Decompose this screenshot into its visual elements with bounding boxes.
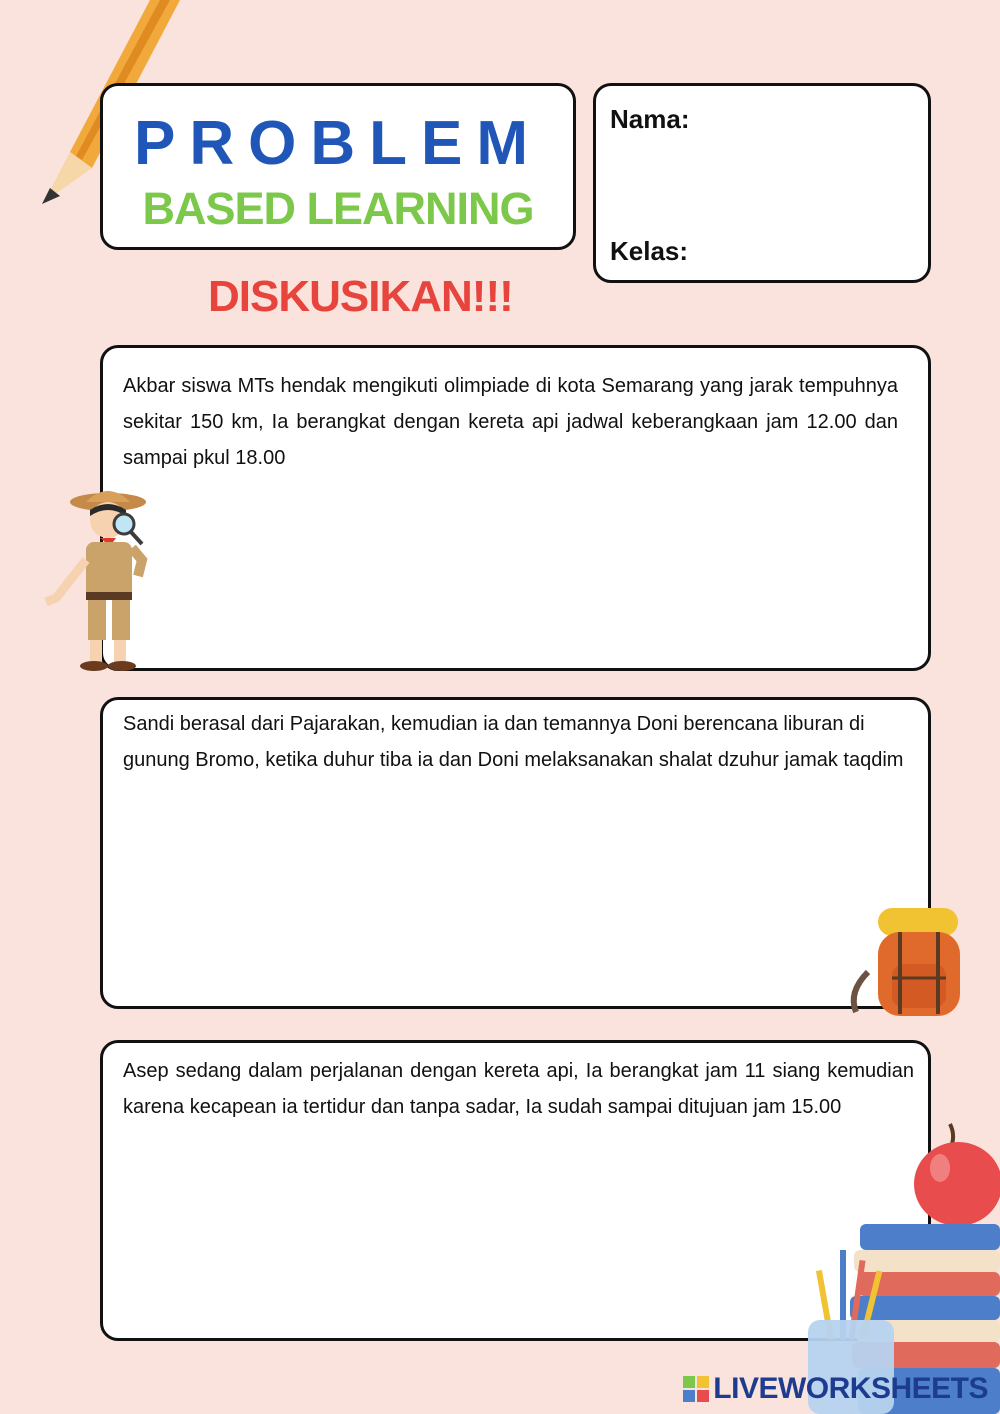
problem-card-2[interactable] <box>100 697 931 1009</box>
title-problem: PROBLEM <box>134 109 542 178</box>
explorer-child-illustration <box>38 480 158 680</box>
discuss-heading: DISKUSIKAN!!! <box>208 272 513 321</box>
problem-card-1[interactable] <box>100 345 931 671</box>
problem-text-1: Akbar siswa MTs hendak mengikuti olimpiade di kota Semarang yang jarak tempuhnya sekitar 150 km, Ia berangkat dengan kereta api jadwal keberangkaan jam 12.00 dan sampai pkul 18.00 <box>123 375 898 469</box>
student-info-card[interactable] <box>593 83 931 283</box>
class-field-label: Kelas: <box>610 236 689 266</box>
liveworksheets-watermark <box>683 1372 988 1406</box>
problem-text-3: Asep sedang dalam perjalanan dengan kereta api, Ia berangkat jam 11 siang kemudian karena kecapean ia tertidur dan tanpa sadar, Ia sudah sampai ditujuan jam 15.00 <box>123 1060 914 1118</box>
problem-text-2: Sandi berasal dari Pajarakan, kemudian ia dan temannya Doni berencana liburan di gunung Bromo, ketika duhur tiba ia dan Doni melaksanakan shalat dzuhur jamak taqdim <box>123 713 904 771</box>
title-based-learning: BASED LEARNING <box>142 183 534 234</box>
watermark-text: LIVEWORKSHEETS <box>713 1372 988 1405</box>
title-card <box>100 83 576 250</box>
backpack-illustration <box>842 902 982 1024</box>
name-field-label: Nama: <box>610 104 690 134</box>
books-apple-illustration <box>800 1120 1000 1414</box>
liveworksheets-logo-icon <box>683 1376 709 1402</box>
